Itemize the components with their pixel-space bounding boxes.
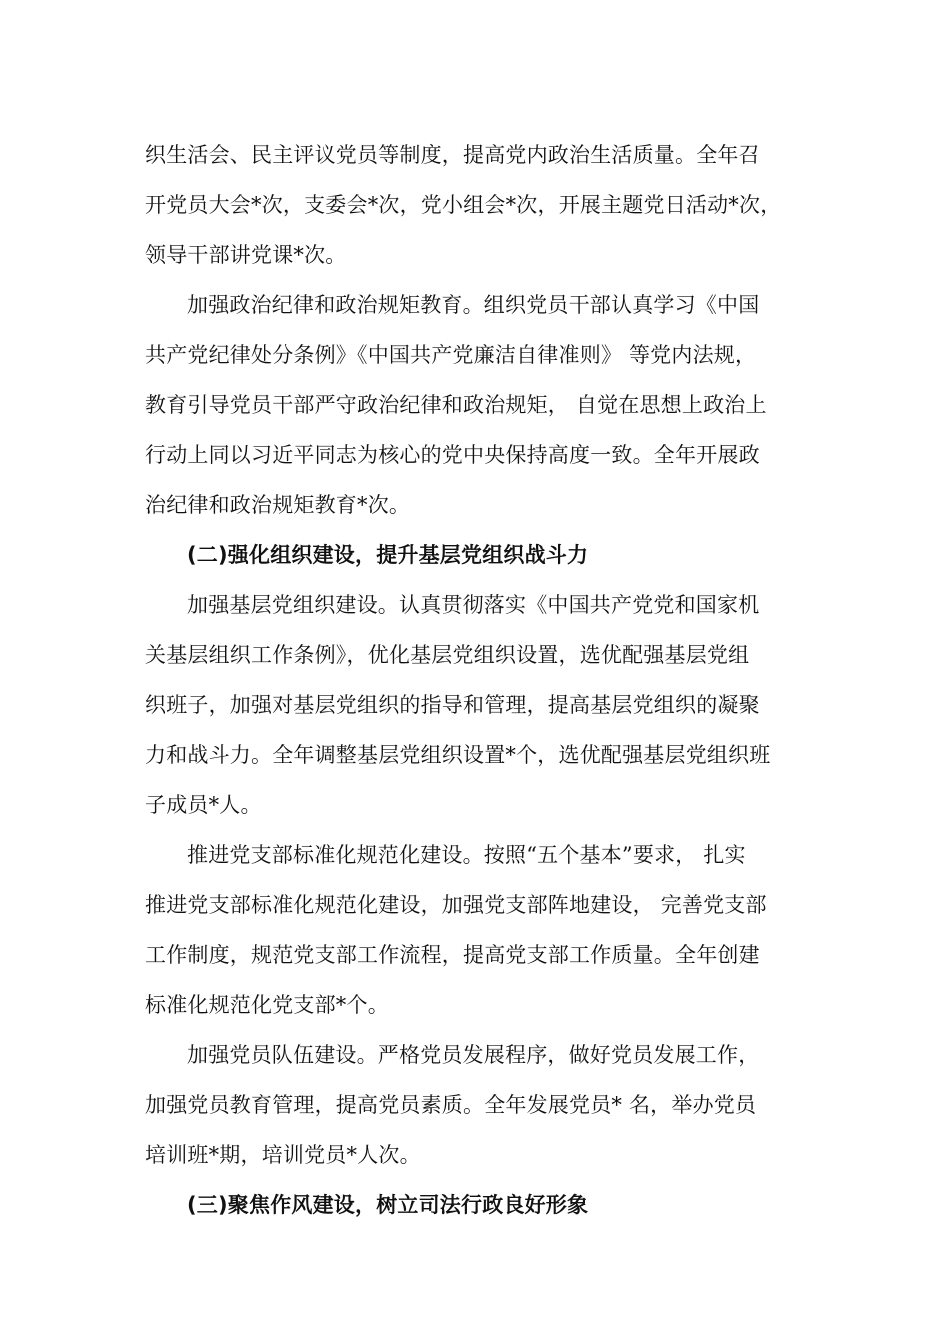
text-line: 关基层组织工作条例》，优化基层党组织设置，选优配强基层党组 — [145, 643, 750, 667]
heading-text: (三)聚焦作风建设，树立司法行政良好形象 — [187, 1193, 589, 1217]
heading-text: (二)强化组织建设，提升基层党组织战斗力 — [187, 543, 589, 567]
text-line: 织班子，加强对基层党组织的指导和管理，提高基层党组织的凝聚 — [145, 693, 760, 717]
paragraph-political-discipline — [145, 280, 815, 530]
text-line: 教育引导党员干部严守政治纪律和政治规矩， 自觉在思想上政治上 — [145, 393, 767, 417]
section-heading-organization-building — [145, 530, 815, 580]
document-page — [145, 130, 815, 1230]
paragraph-member-team-building — [145, 1030, 815, 1180]
text-line: 力和战斗力。全年调整基层党组织设置*个，选优配强基层党组织班 — [145, 743, 771, 767]
text-line: 标准化规范化党支部*个。 — [145, 993, 389, 1017]
text-line: 治纪律和政治规矩教育*次。 — [145, 493, 411, 517]
text-line: 培训班*期，培训党员*人次。 — [145, 1143, 421, 1167]
text-line: 共产党纪律处分条例》《中国共产党廉洁自律准则》 等党内法规， — [145, 343, 757, 367]
text-line: 推进党支部标准化规范化建设，加强党支部阵地建设， 完善党支部 — [145, 893, 767, 917]
text-line: 加强政治纪律和政治规矩教育。组织党员干部认真学习《中国 — [187, 293, 760, 317]
text-line: 加强党员队伍建设。严格党员发展程序，做好党员发展工作， — [187, 1043, 760, 1067]
text-line: 织生活会、民主评议党员等制度，提高党内政治生活质量。全年召 — [145, 143, 760, 167]
text-line: 工作制度，规范党支部工作流程，提高党支部工作质量。全年创建 — [145, 943, 760, 967]
text-line: 子成员*人。 — [145, 793, 262, 817]
text-line: 行动上同以习近平同志为核心的党中央保持高度一致。全年开展政 — [145, 443, 760, 467]
section-heading-work-style — [145, 1180, 815, 1230]
text-line: 加强基层党组织建设。认真贯彻落实《中国共产党党和国家机 — [187, 593, 760, 617]
text-line: 加强党员教育管理，提高党员素质。全年发展党员* 名，举办党员 — [145, 1093, 757, 1117]
text-line: 开党员大会*次，支委会*次，党小组会*次，开展主题党日活动*次， — [145, 193, 782, 217]
text-line: 推进党支部标准化规范化建设。按照“五个基本”要求， 扎实 — [187, 843, 746, 867]
paragraph-grassroots-organization — [145, 580, 815, 830]
text-line: 领导干部讲党课*次。 — [145, 243, 347, 267]
paragraph-branch-standardization — [145, 830, 815, 1030]
paragraph-continued-organization-life — [145, 130, 815, 280]
